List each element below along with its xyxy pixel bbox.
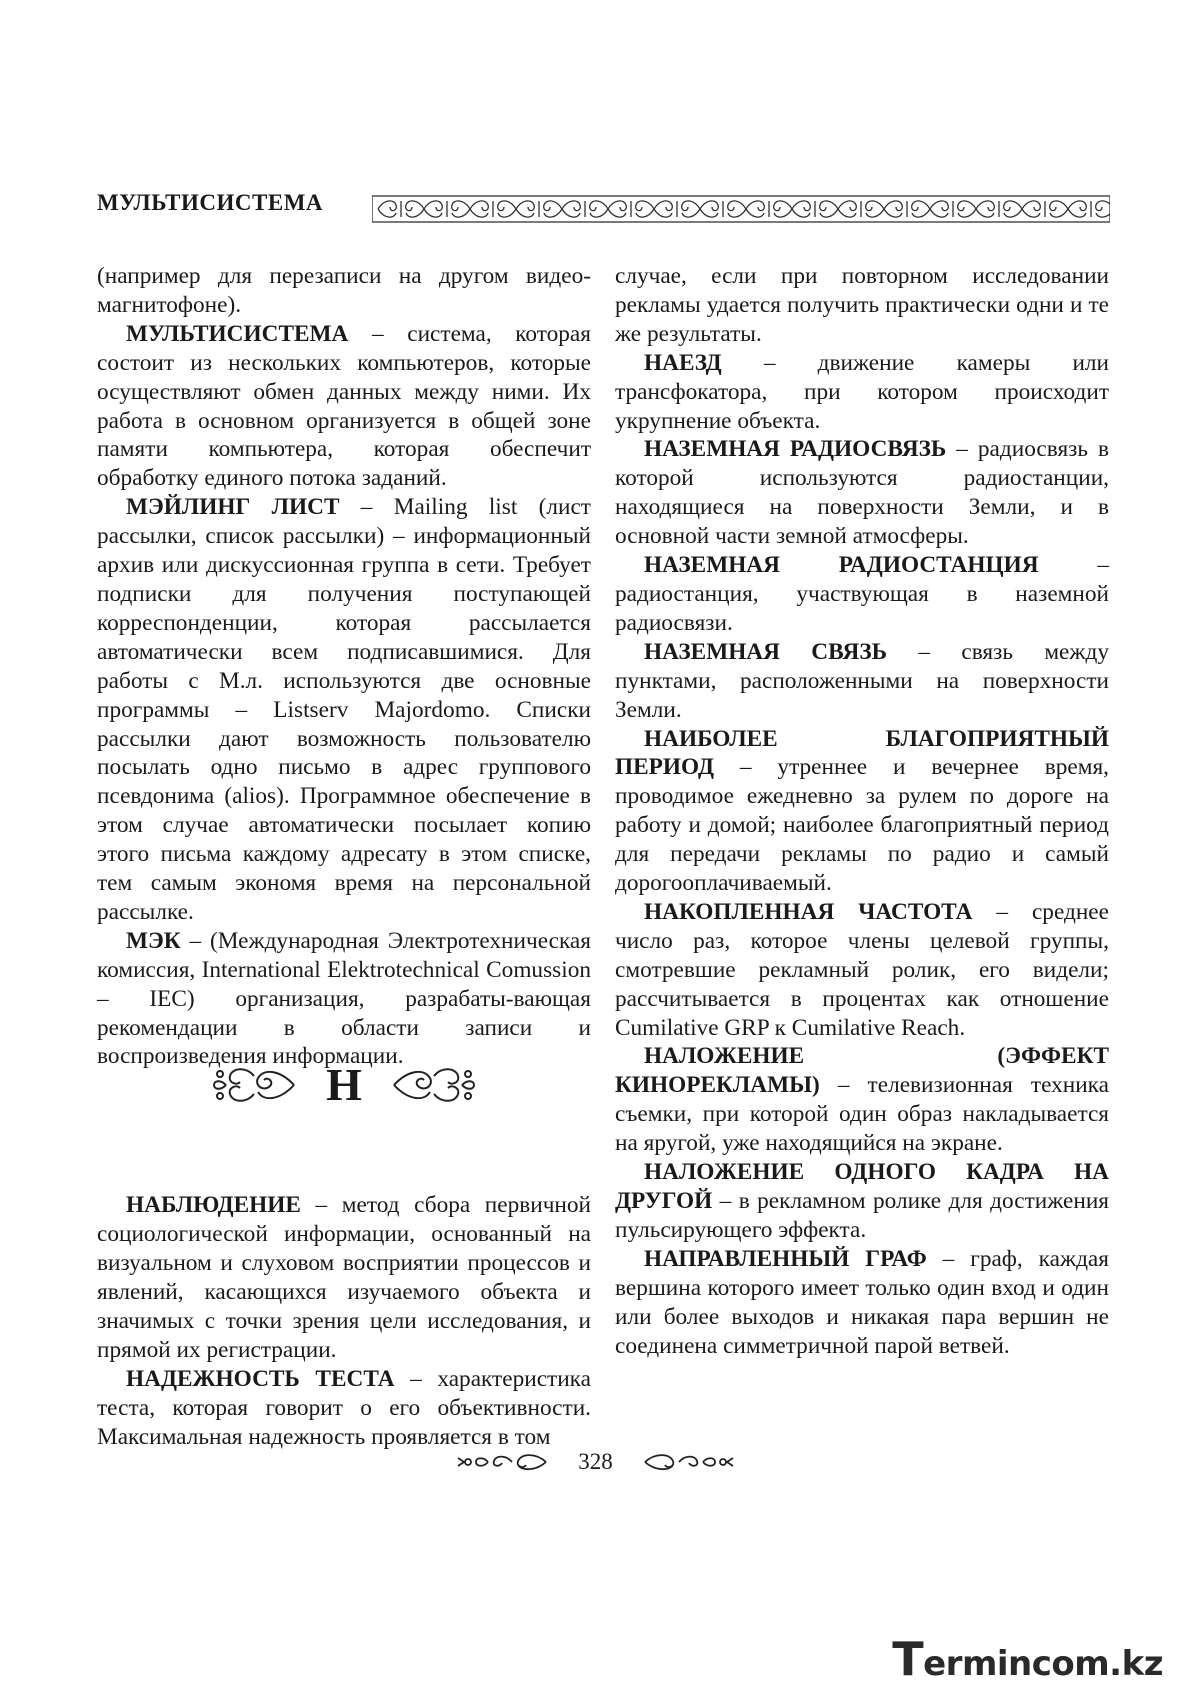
entry-term: НАКОПЛЕННАЯ ЧАСТОТА — [644, 898, 973, 925]
dictionary-entry — [615, 1158, 1109, 1245]
entry-term: НАЗЕМНАЯ СВЯЗЬ — [644, 638, 888, 665]
left-column — [97, 262, 591, 1452]
entry-definition: – связь между пунктами, расположенными на поверхности Земли. — [615, 638, 1109, 723]
entry-term: НАИБОЛЕЕ БЛАГОПРИЯТНЫЙ ПЕРИОД — [615, 725, 1109, 781]
entry-continuation — [615, 262, 1109, 349]
left-curl-ornament-icon — [210, 1062, 296, 1108]
entry-definition: случае, если при повторном исследовании рекламы удается получить практически одни и те же результаты. — [615, 263, 1109, 347]
entry-term: НАЛОЖЕНИЕ ОДНОГО КАДРА НА ДРУГОЙ — [615, 1159, 1109, 1214]
dictionary-entry — [615, 638, 1109, 725]
dictionary-entry — [615, 1245, 1109, 1361]
dictionary-entry — [97, 1365, 591, 1452]
entry-definition: (например для перезаписи на другом видео-магнитофоне). — [97, 263, 591, 318]
dictionary-entry — [615, 349, 1109, 436]
entry-continuation — [97, 262, 591, 320]
dictionary-entry — [615, 435, 1109, 551]
entry-definition: – метод сбора первичной социологической информации, основанный на визуальном и слуховом восприятии процессов и явлений, касающихся изучаемого объекта и значимых с точки зрения цели исследования, и прямой их регистрации. — [97, 1192, 591, 1363]
footer-right-ornament-icon — [643, 1449, 735, 1475]
entry-term: НАБЛЮДЕНИЕ — [126, 1192, 301, 1219]
dictionary-entry — [615, 898, 1109, 1043]
entry-term: НАЗЕМНАЯ РАДИОСТАНЦИЯ — [644, 552, 1039, 579]
footer-left-ornament-icon — [456, 1449, 548, 1475]
ornamental-border-icon — [372, 193, 1110, 225]
entry-term: НАЗЕМНАЯ РАДИОСВЯЗЬ — [644, 436, 947, 463]
entry-term: НАДЕЖНОСТЬ ТЕСТА — [126, 1365, 395, 1392]
page-footer — [0, 1442, 1191, 1482]
entry-definition: – телевизионная техника съемки, при которой один образ накладывается на яругой, уже находящийся на экране. — [615, 1072, 1109, 1157]
entry-definition: – движение камеры или трансфокатора, при котором происходит укрупнение объекта. — [615, 349, 1109, 434]
entry-term: МЭЙЛИНГ ЛИСТ — [126, 494, 340, 521]
entry-definition: – Mailing list (лист рассылки, список рассылки) – информационный архив или дискуссионная группа в сети. Требует подписки для получения поступающей корреспонденции, которая рассылается автоматически всем подписавшимися. Для работы с М.л. используются две основные программы – Listserv Majordomo. Списки рассылки дают возможность пользователю посылать одно письмо в адрес группового псевдонима (alios). Программное обеспечение в этом случае автоматически посылает копию этого письма каждому адресату в этом списке, тем самым экономя время на персональной рассылке. — [97, 494, 591, 925]
dictionary-entry — [97, 493, 591, 927]
entry-term: НАПРАВЛЕННЫЙ ГРАФ — [644, 1245, 927, 1272]
entry-definition: – граф, каждая вершина которого имеет только один вход и один или более выходов и никакая пара вершин не соединена симметричной парой ветвей. — [615, 1245, 1109, 1359]
dictionary-entry — [97, 1191, 591, 1364]
entry-definition: – (Международная Электротехническая комиссия, International Elektrotechnical Comussion – IEC) организация, разрабаты-вающая рекомендации в области записи и воспроизведения информации. — [97, 927, 591, 1070]
dictionary-entry — [615, 725, 1109, 898]
entry-term: МУЛЬТИСИСТЕМА — [126, 320, 349, 347]
dictionary-entry — [615, 1042, 1109, 1158]
entry-term: НАЛОЖЕНИЕ (ЭФФЕКТ КИНОРЕКЛАМЫ) — [615, 1043, 1109, 1099]
watermark-initial: T — [892, 1632, 924, 1686]
entry-definition: – система, которая состоит из нескольких компьютеров, которые осуществляют обмен данных между ними. Их работа в основном организуется в общей зоне памяти компьютера, которая обеспечит обработку единого потока заданий. — [97, 320, 591, 492]
watermark-text: ermincom.kz — [923, 1644, 1163, 1684]
site-watermark[interactable] — [892, 1632, 1163, 1686]
section-letter: Н — [326, 1059, 362, 1110]
dictionary-entry — [615, 551, 1109, 638]
right-column — [615, 262, 1109, 1360]
entry-definition: – утреннее и вечернее время, проводимое ежедневно за рулем по дороге на работу и домой; наиболее благоприятный период для передачи рекламы по радио и самый дорогооплачиваемый. — [615, 754, 1109, 897]
entry-definition: – радиосвязь в которой используются радиостанции, находящиеся на поверхности Земли, и в основной части земной атмосферы. — [615, 436, 1109, 550]
entry-definition: – среднее число раз, которое члены целевой группы, смотревшие рекламный ролик, его видели; рассчитывается в процентах как отношение Cumilative GRP к Cumilative Reach. — [615, 898, 1109, 1041]
dictionary-entry — [97, 320, 591, 493]
entry-term: НАЕЗД — [644, 349, 722, 376]
entry-definition: – радиостанция, участвующая в наземной радиосвязи. — [615, 552, 1109, 636]
page-number: 328 — [578, 1449, 613, 1474]
entry-definition: – в рекламном ролике для достижения пульсирующего эффекта. — [615, 1188, 1109, 1243]
section-letter-divider — [97, 1050, 591, 1120]
running-head-title: МУЛЬТИСИСТЕМА — [97, 190, 324, 215]
right-curl-ornament-icon — [392, 1062, 478, 1108]
entry-definition: – характеристика теста, которая говорит о его объективности. Максимальная надежность проявляется в том — [97, 1365, 591, 1450]
entry-term: МЭК — [126, 927, 181, 954]
